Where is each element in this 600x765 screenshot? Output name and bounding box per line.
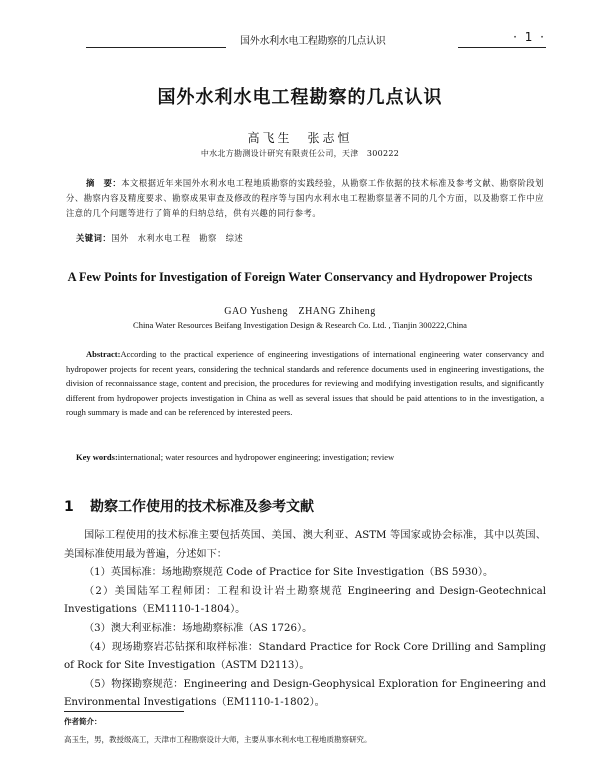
footnote-rule: [64, 711, 184, 712]
chinese-abstract-text: 本文根据近年来国外水利水电工程地质勘察的实践经验，从勘察工作依据的技术标准及参考文献、勘察阶段划分、勘察内容及精度要求、勘察成果审查及修改的程序等与国内水利水电工程勘察显著不同的几个方面，以及勘察工作中应注意的几个问题等进行了简单的归纳总结，供有兴趣的同行参考。: [66, 178, 544, 218]
english-affiliation: China Water Resources Beifang Investigation Design & Research Co. Ltd. , Tianjin 300222,China: [133, 320, 467, 330]
english-abstract-text: According to the practical experience of engineering investigations of international engineering water conservancy and hydropower projects for recent years, considering the technical standards and reference documents used in engineering investigations, the division of reconnaissance stage, content and precision, the procedures for reviewing and modifying investigation results, and significantly different from hydropower projects investigation in China as well as several issues that should be paid attentions to in the investigation, a rough summary is made and can be referenced by interested peers.: [66, 349, 544, 418]
running-header: [68, 30, 546, 50]
english-keywords-label: Key words:: [76, 452, 118, 462]
chinese-abstract: [66, 176, 544, 221]
english-keywords-text: international; water resources and hydropower engineering; investigation; review: [117, 452, 395, 462]
chinese-title: 国外水利水电工程勘察的几点认识: [157, 87, 443, 108]
body-paragraph: （4）现场勘察岩芯钻探和取样标准：Standard Practice for Rock Core Drilling and Sampling of Rock for Site Investigation（ASTM D2113）。: [64, 641, 546, 672]
section-title: 勘察工作使用的技术标准及参考文献: [90, 499, 314, 515]
chinese-keywords-label: 关键词：: [76, 233, 112, 243]
english-keywords: [76, 452, 544, 462]
english-authors: GAO Yusheng ZHANG Zhiheng: [224, 306, 376, 317]
body-paragraph: （3）澳大利亚标准：场地勘察标准（AS 1726）。: [84, 622, 313, 634]
chinese-abstract-label: 摘 要：: [86, 178, 122, 188]
body-paragraph: （1）英国标准：场地勘察规范 Code of Practice for Site Investigation（BS 5930）。: [84, 567, 494, 579]
header-rule-right: [458, 47, 546, 48]
page-number: · 1 ·: [513, 30, 546, 44]
body-paragraph: 国际工程使用的技术标准主要包括英国、美国、澳大利亚、ASTM 等国家或协会标准，其中以英国、美国标准使用最为普遍，分述如下：: [64, 530, 546, 560]
chinese-keywords: [76, 232, 544, 244]
english-abstract-label: Abstract:: [86, 349, 121, 359]
section-heading: [64, 496, 314, 516]
body-paragraph: （5）物探勘察规范：Engineering and Design-Geophysical Exploration for Engineering and Environmental Investigations（EM1110-1-1802）。: [64, 678, 546, 709]
header-rule-left: [86, 47, 226, 48]
section-body: [64, 527, 546, 713]
chinese-authors: 高飞生 张志恒: [247, 131, 353, 145]
footnote-label: 作者简介：: [64, 717, 102, 726]
chinese-affiliation: 中水北方勘测设计研究有限责任公司，天津 300222: [200, 149, 400, 158]
footnote-text: 高玉生，男，教授级高工，天津市工程勘察设计大师，主要从事水利水电工程地质勘察研究。: [64, 735, 372, 744]
section-number: 1: [64, 499, 74, 515]
chinese-keywords-text: 国外 水利水电工程 勘察 综述: [111, 233, 244, 243]
english-title: A Few Points for Investigation of Foreign Water Conservancy and Hydropower Projects: [67, 270, 533, 284]
body-paragraph: （2）美国陆军工程师团：工程和设计岩土勘察规范 Engineering and Design-Geotechnical Investigations（EM1110-1-1804）。: [64, 585, 546, 616]
english-abstract: [66, 347, 544, 420]
running-title: 国外水利水电工程勘察的几点认识: [240, 36, 386, 47]
